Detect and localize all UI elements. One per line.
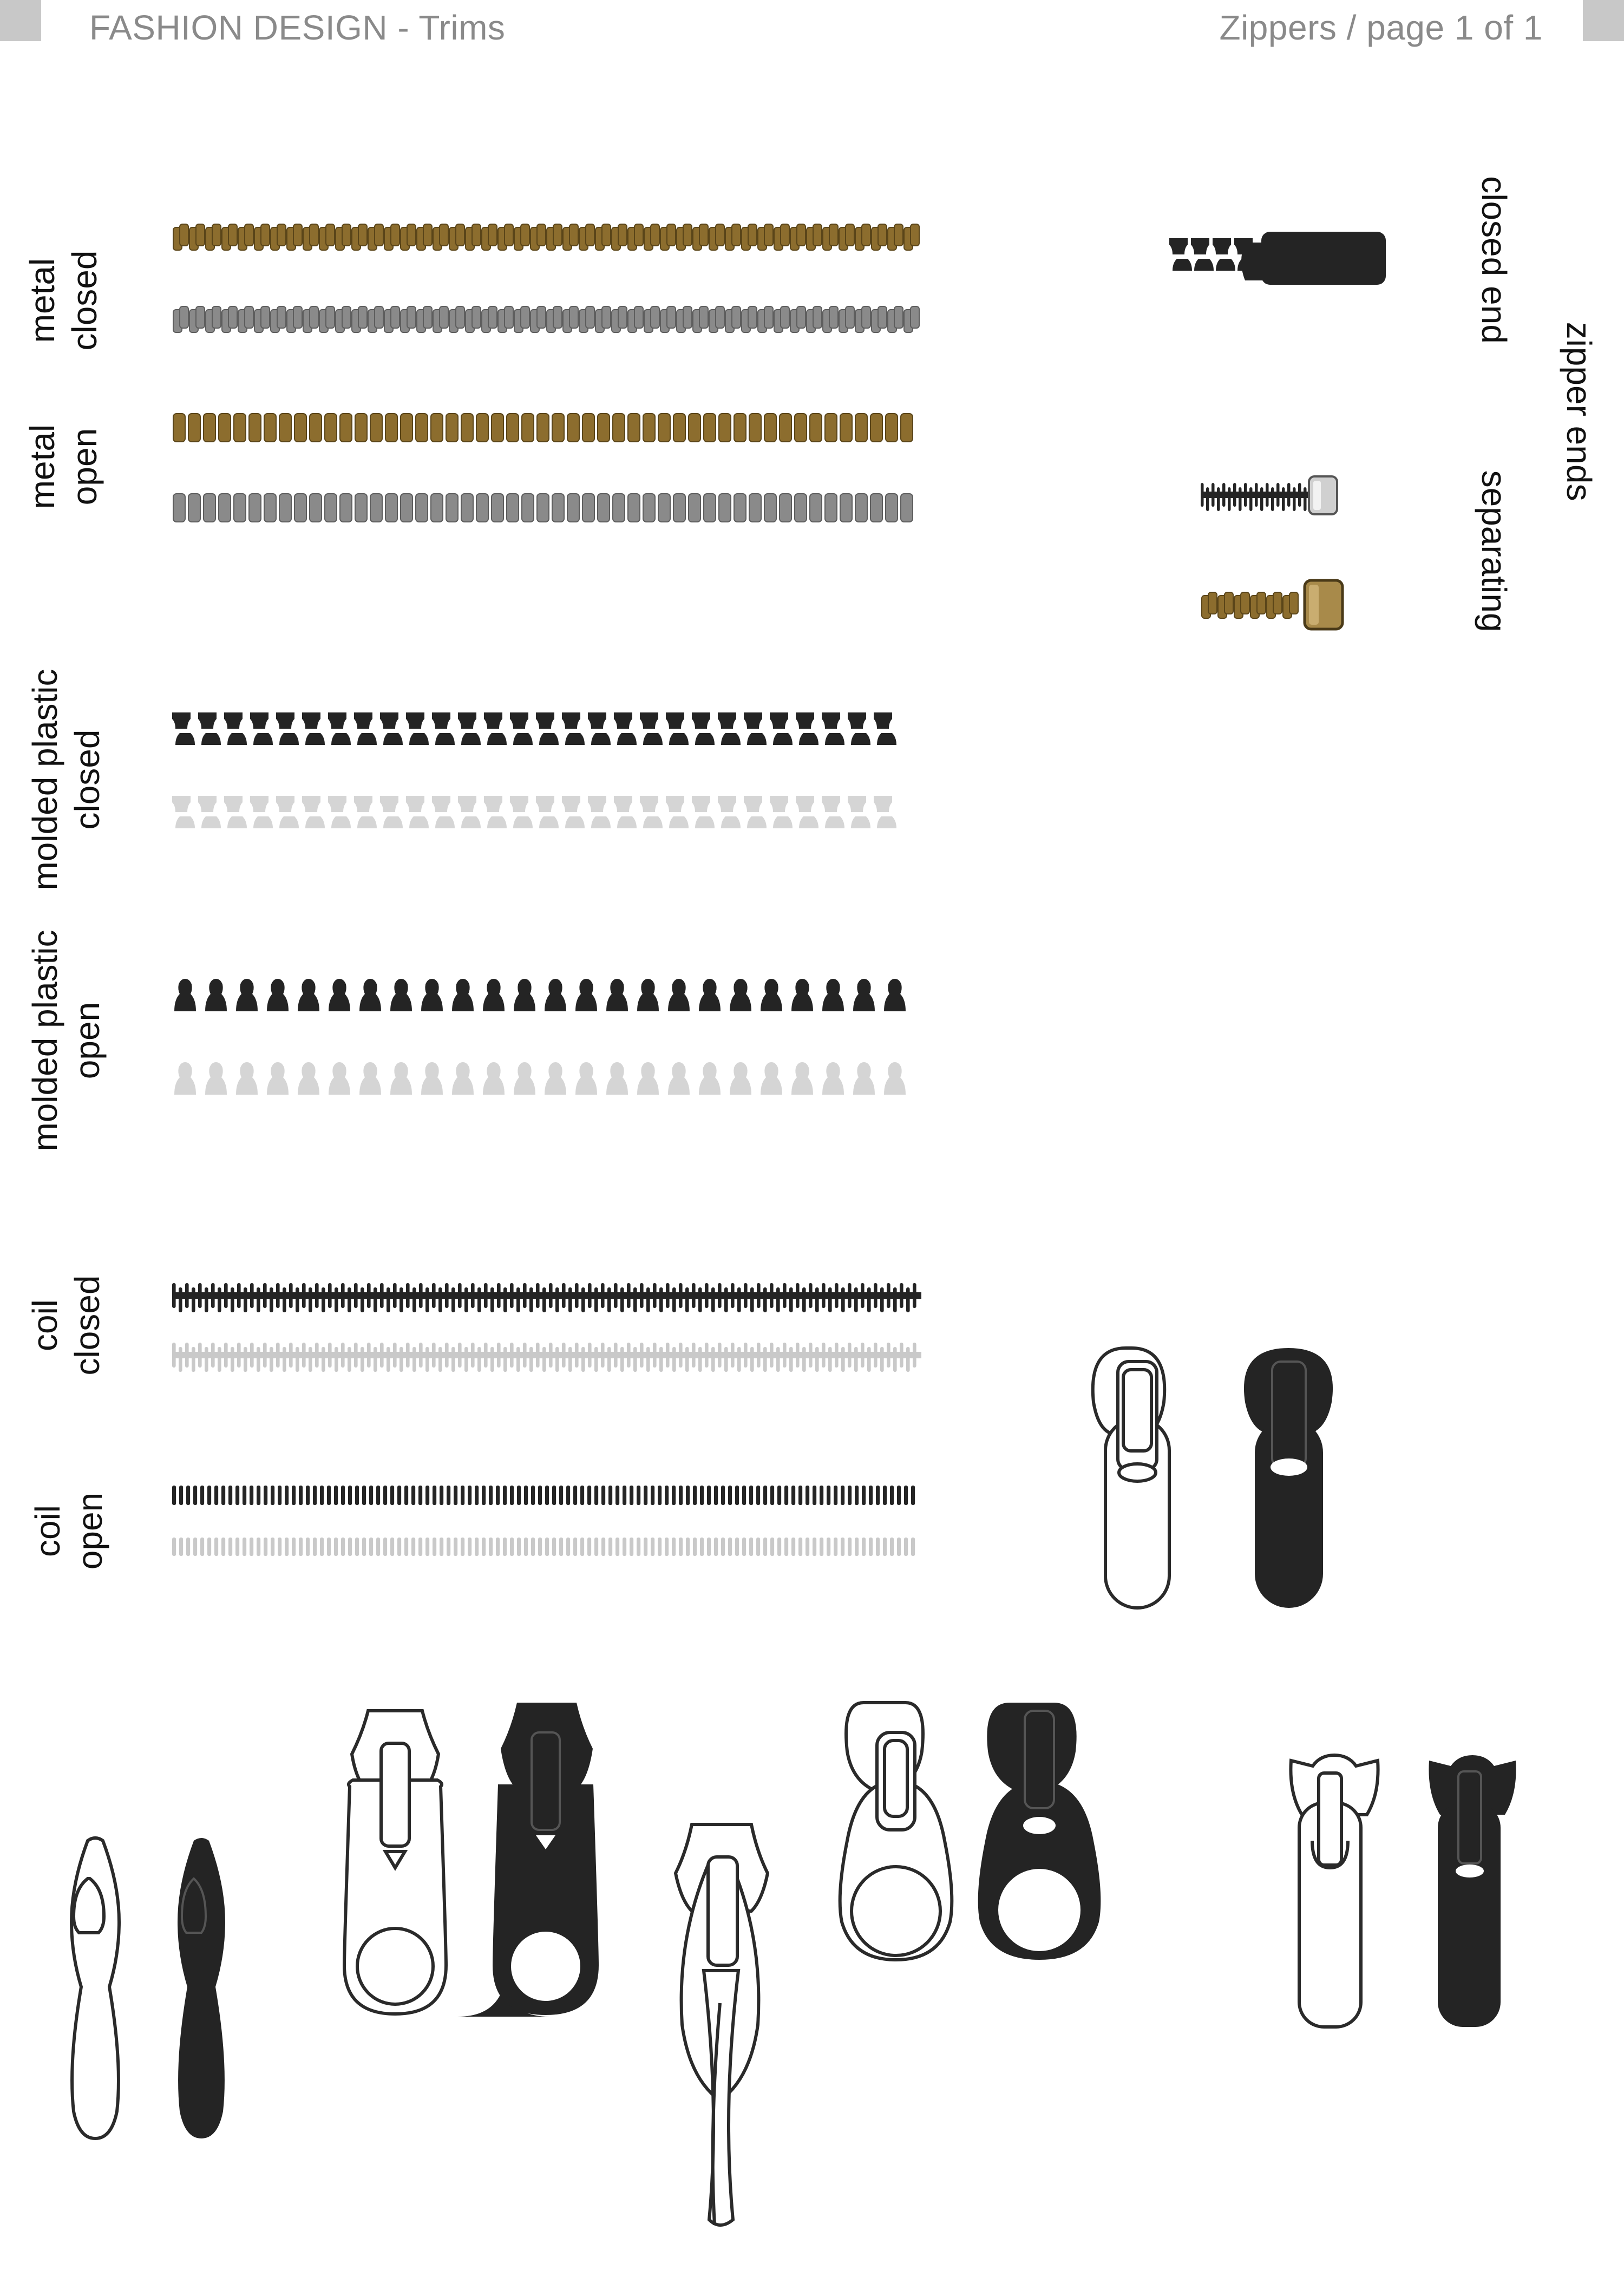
coil-open-gray-strip xyxy=(172,1538,915,1556)
svg-text:metal: metal xyxy=(23,258,62,343)
slider-pull-f-outline xyxy=(1291,1755,1378,2027)
plastic-open-black-strip xyxy=(174,979,906,1011)
coil-open-black-strip xyxy=(172,1486,915,1505)
label-metal-open xyxy=(23,424,104,509)
svg-text:closed end: closed end xyxy=(1475,176,1514,344)
label-molded-plastic-open xyxy=(25,930,107,1151)
svg-text:coil: coil xyxy=(28,1504,67,1558)
svg-text:zipper ends: zipper ends xyxy=(1560,322,1599,501)
label-metal-closed xyxy=(23,251,104,351)
slider-pull-c-black xyxy=(457,1703,599,2017)
svg-text:molded plastic: molded plastic xyxy=(25,930,64,1152)
slider-pull-c-outline xyxy=(344,1711,446,2014)
slider-pull-f-black xyxy=(1429,1755,1516,2027)
svg-text:separating: separating xyxy=(1475,470,1514,632)
separating-end-coil-illustration xyxy=(1201,476,1337,514)
slider-pull-b-black xyxy=(178,1838,225,2138)
plastic-open-gray-strip xyxy=(174,1062,906,1095)
coil-closed-gray-strip xyxy=(172,1343,921,1372)
svg-text:open: open xyxy=(70,1492,109,1570)
header-page-info: Zippers / page 1 of 1 xyxy=(1219,8,1543,47)
svg-text:closed: closed xyxy=(65,250,104,351)
coil-closed-black-strip xyxy=(172,1283,921,1312)
plastic-closed-black-strip xyxy=(172,712,896,745)
label-coil-open xyxy=(28,1493,109,1569)
svg-text:closed: closed xyxy=(68,729,107,830)
label-closed-end xyxy=(1475,176,1514,344)
metal-closed-silver-strip xyxy=(173,306,919,332)
svg-text:open: open xyxy=(68,1002,107,1080)
label-separating xyxy=(1475,470,1514,632)
svg-text:closed: closed xyxy=(68,1275,107,1376)
slider-pull-a-black xyxy=(1244,1348,1333,1608)
slider-pull-a-outline xyxy=(1093,1348,1169,1608)
separating-end-metal-illustration xyxy=(1202,580,1343,629)
svg-text:open: open xyxy=(65,428,104,506)
svg-text:metal: metal xyxy=(23,424,62,509)
label-molded-plastic-closed xyxy=(25,669,107,890)
slider-pull-b-outline xyxy=(71,1838,119,2138)
label-zipper-ends xyxy=(1560,322,1599,501)
slider-pull-d-outline xyxy=(676,1824,768,2225)
metal-open-brass-strip xyxy=(173,414,913,442)
svg-text:coil: coil xyxy=(25,1299,64,1352)
plastic-closed-gray-strip xyxy=(172,796,896,828)
slider-pull-e-outline xyxy=(840,1703,952,1960)
metal-closed-brass-strip xyxy=(173,224,919,250)
svg-text:molded plastic: molded plastic xyxy=(25,669,64,891)
header-title: FASHION DESIGN - Trims xyxy=(89,8,506,47)
label-coil-closed xyxy=(25,1275,107,1376)
closed-end-illustration xyxy=(1169,232,1386,285)
metal-open-silver-strip xyxy=(173,494,913,522)
slider-pull-e-black xyxy=(978,1703,1101,1960)
